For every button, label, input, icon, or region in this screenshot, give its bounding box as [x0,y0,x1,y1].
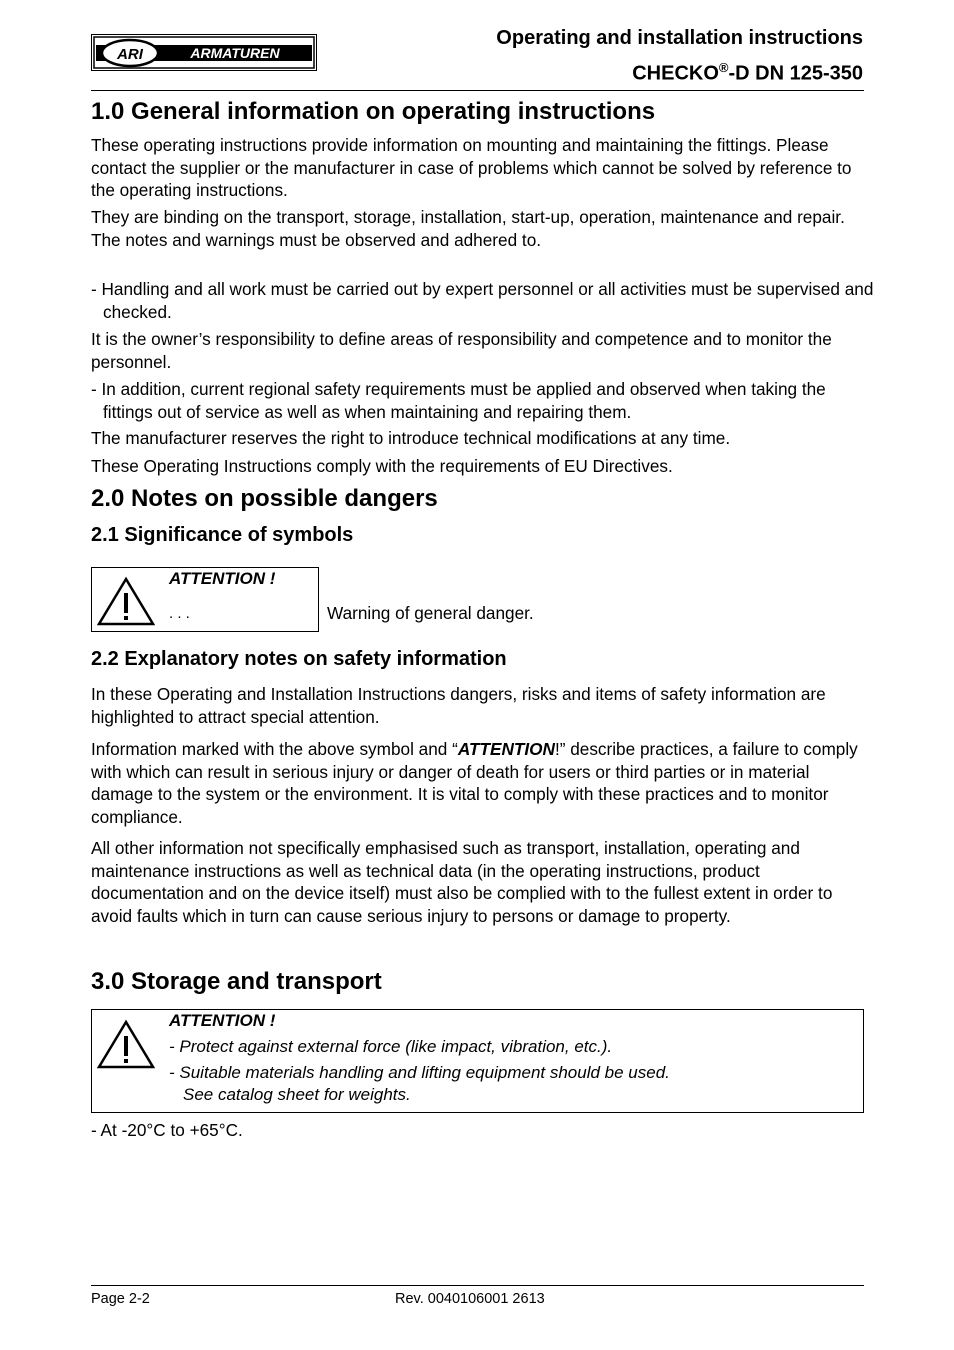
symbol-description: Warning of general danger. [327,603,534,623]
section-1-heading: 1.0 General information on operating instructions [91,98,656,125]
warning-triangle-icon [97,1019,155,1070]
logo-ari-text: ARI [117,46,143,63]
section-2-heading: 2.0 Notes on possible dangers [91,485,438,512]
section-1-paragraph-2 [91,206,866,251]
section-1-paragraph-5: These Operating Instructions comply with the requirements of EU Directives. [91,456,673,476]
title-line: Operating and installation instructions [496,27,863,49]
registered-mark: ® [718,60,729,75]
section-2-1-heading: 2.1 Significance of symbols [91,524,354,546]
binding-text: They are binding on the transport, storage, installation, start-up, operation, maintenance and repair. [91,207,845,227]
section-1-paragraph-4: The manufacturer reserves the right to introduce technical modifications at any time. [91,428,731,448]
attention-label: ATTENTION ! [169,1011,276,1030]
attention-label: ATTENTION ! [169,569,276,588]
document-title [496,24,863,89]
page-number: Page 2-2 [91,1291,150,1307]
section-2-2-heading: 2.2 Explanatory notes on safety information [91,648,507,670]
footer-rule [91,1285,864,1286]
revision-number: Rev. 0040106001 2613 [395,1291,545,1307]
attention-symbol-box [91,567,319,632]
section-1-paragraph-1: These operating instructions provide information on mounting and maintaining the fittings. Please contact the supplier or the manufacturer in case of problems which cannot be solved by reference to the operating instructions. [91,135,852,200]
section-1-paragraph-3: It is the owner’s responsibility to define areas of responsibility and competence and to monitor the personnel. [91,329,832,372]
product-size: -D DN 125-350 [728,62,863,85]
p2-pre: Information marked with the above symbol and “ [91,739,458,759]
section-1-bullet-2: - In addition, current regional safety requirements must be applied and observed when taking the fittings out of service as well as when maintaining and repairing them. [91,379,826,422]
section-1-bullet-1: - Handling and all work must be carried out by expert personnel or all activities must be supervised and checked. [91,279,874,322]
ari-logo-icon [91,34,317,71]
logo-brand-text: ARMATUREN [190,45,280,61]
product-name: CHECKO [632,62,719,85]
section-2-2-paragraph-2 [91,738,866,828]
storage-attention-box [91,1009,864,1113]
protect-instruction: - Protect against external force (like impact, vibration, etc.). [169,1037,613,1056]
temperature-range: - At -20°C to +65°C. [91,1120,243,1140]
header-rule [91,90,864,91]
lifting-instruction: - Suitable materials handling and lifting equipment should be used. [169,1063,670,1082]
section-3-heading: 3.0 Storage and transport [91,968,382,995]
ellipsis-text: . . . [169,605,190,622]
brand-logo [91,34,317,71]
notes-text: The notes and warnings must be observed and adhered to. [91,229,542,250]
warning-triangle-icon [97,576,155,627]
attention-emphasis: ATTENTION [457,739,555,759]
section-2-2-paragraph-1: In these Operating and Installation Instructions dangers, risks and items of safety information are highlighted to attract special attention. [91,684,826,727]
product-line [496,53,863,89]
p2-post: !” describe practices, a failure to comply with which can result in serious injury or danger of death for users or third parties or in material damage to the system or the environment. It is vital to comply with these practices and to monitor compliance. [91,739,858,827]
catalog-reference: See catalog sheet for weights. [183,1085,411,1104]
section-2-2-paragraph-3: All other information not specifically emphasised such as transport, installation, operating and maintenance instructions as well as technical data (in the operating instructions, product documentation and on the device itself) must also be complied with to the fullest extent in order to avoid faults which in turn can cause serious injury to persons or damage to property. [91,838,833,926]
